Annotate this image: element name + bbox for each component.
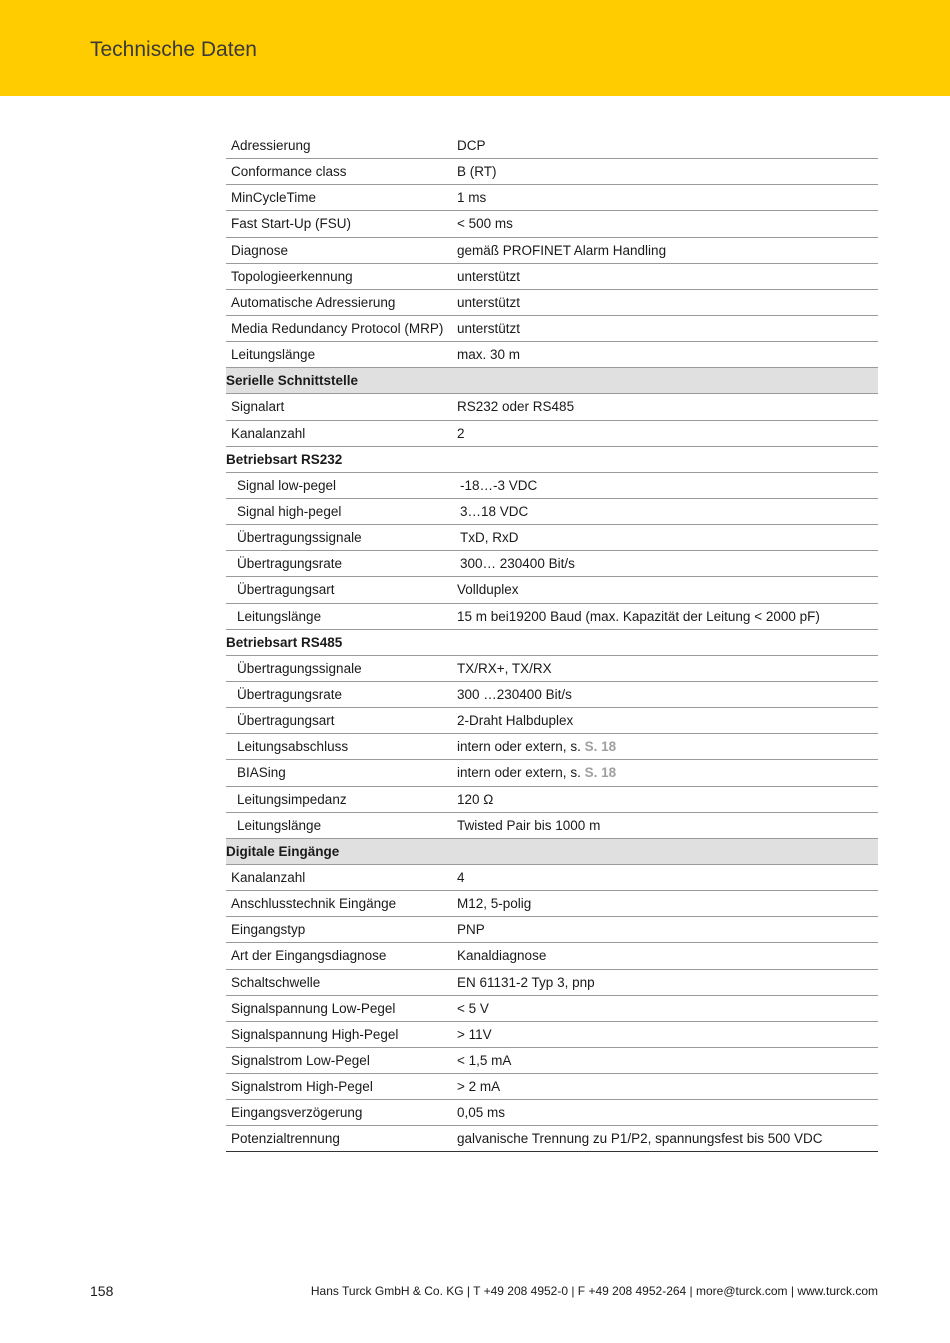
row-value: M12, 5-polig (457, 896, 532, 912)
row-value: 2-Draht Halbduplex (457, 713, 574, 729)
row-label: Anschlusstechnik Eingänge (231, 896, 397, 912)
value-text: intern oder extern, s. (457, 739, 581, 755)
page-reference-link[interactable]: S. 18 (584, 765, 617, 781)
row-label: Art der Eingangsdiagnose (231, 948, 387, 964)
table-row (226, 421, 878, 447)
row-label: Kanalanzahl (231, 425, 306, 441)
row-label: Potenzialtrennung (231, 1131, 340, 1147)
row-value: > 2 mA (457, 1079, 501, 1095)
row-value: EN 61131-2 Typ 3, pnp (457, 974, 595, 990)
table-row (226, 970, 878, 996)
row-label: Übertragungsart (237, 582, 335, 598)
row-label: Übertragungsart (237, 713, 335, 729)
section-title: Digitale Eingänge (226, 843, 340, 859)
row-value: 2 (457, 425, 465, 441)
table-row (226, 264, 878, 290)
header-band (0, 0, 950, 96)
row-label: Adressierung (231, 138, 311, 153)
table-row (226, 185, 878, 211)
row-value: B (RT) (457, 164, 497, 180)
row-label: Leitungslänge (237, 608, 322, 624)
row-value: unterstützt (457, 320, 521, 336)
row-label: Fast Start-Up (FSU) (231, 216, 352, 232)
row-label: Automatische Adressierung (231, 294, 396, 310)
table-row (226, 211, 878, 237)
row-label: Übertragungsrate (237, 686, 343, 702)
row-value: 4 (457, 869, 465, 885)
table-row (226, 551, 878, 577)
row-label: Leitungslänge (237, 817, 322, 833)
table-row (226, 159, 878, 185)
row-value: RS232 oder RS485 (457, 399, 575, 415)
row-label: Übertragungssignale (237, 530, 362, 546)
row-value: gemäß PROFINET Alarm Handling (457, 242, 667, 258)
row-label: Diagnose (231, 242, 289, 258)
table-row (226, 943, 878, 969)
row-value: max. 30 m (457, 347, 521, 363)
section-header-digital-inputs (226, 839, 878, 865)
row-value: unterstützt (457, 268, 521, 284)
table-row (226, 604, 878, 630)
row-label: Signal high-pegel (237, 503, 342, 519)
row-value: Kanaldiagnose (457, 948, 547, 964)
row-value (457, 760, 616, 786)
row-value: 300 …230400 Bit/s (457, 686, 572, 702)
table-row (226, 656, 878, 682)
row-label: Leitungsabschluss (237, 739, 349, 755)
row-label: Übertragungsrate (237, 556, 343, 572)
section-header-serial (226, 368, 878, 394)
table-row (226, 1074, 878, 1100)
table-row (226, 760, 878, 786)
row-value: 1 ms (457, 190, 487, 206)
row-value: 3…18 VDC (460, 503, 529, 519)
row-value: 120 Ω (457, 791, 494, 807)
row-value: TX/RX+, TX/RX (457, 660, 552, 676)
row-value: DCP (457, 138, 486, 153)
subsection-header-rs232 (226, 447, 878, 473)
table-row (226, 865, 878, 891)
table-row (226, 682, 878, 708)
page-title: Technische Daten (90, 38, 257, 61)
row-label: Leitungsimpedanz (237, 791, 347, 807)
page-reference-link[interactable]: S. 18 (584, 739, 617, 755)
footer-contact: Hans Turck GmbH & Co. KG | T +49 208 4952-0 | F +49 208 4952-264 | more@turck.com | www.turck.com (310, 1284, 878, 1298)
table-row (226, 891, 878, 917)
row-label: Eingangsverzögerung (231, 1105, 363, 1121)
table-row (226, 1100, 878, 1126)
value-text: intern oder extern, s. (457, 765, 581, 781)
table-row (226, 708, 878, 734)
row-value: > 11V (457, 1026, 492, 1042)
row-label: Eingangstyp (231, 922, 306, 938)
table-row (226, 473, 878, 499)
row-label: Schaltschwelle (231, 974, 321, 990)
row-value: Twisted Pair bis 1000 m (457, 817, 601, 833)
table-row (226, 813, 878, 839)
subsection-title: Betriebsart RS232 (226, 451, 343, 467)
table-row (226, 1048, 878, 1074)
row-label: Übertragungssignale (237, 660, 362, 676)
table-row (226, 525, 878, 551)
row-label: MinCycleTime (231, 190, 317, 206)
row-value: galvanische Trennung zu P1/P2, spannungsfest bis 500 VDC (457, 1131, 823, 1147)
table-row (226, 1126, 878, 1152)
row-value: 15 m bei19200 Baud (max. Kapazität der Leitung < 2000 pF) (457, 608, 820, 624)
row-value: 0,05 ms (457, 1105, 506, 1121)
row-label: Signal low-pegel (237, 477, 337, 493)
row-label: Topologieerkennung (231, 268, 353, 284)
table-row (226, 577, 878, 603)
row-value (457, 734, 616, 760)
section-title: Serielle Schnittstelle (226, 373, 359, 389)
table-row (226, 499, 878, 525)
row-label: Kanalanzahl (231, 869, 306, 885)
row-label: BIASing (237, 765, 286, 781)
table-row (226, 917, 878, 943)
row-value: -18…-3 VDC (460, 477, 538, 493)
table-row (226, 734, 878, 760)
row-value: Vollduplex (457, 582, 519, 598)
table-row (226, 996, 878, 1022)
subsection-header-rs485 (226, 630, 878, 656)
row-label: Signalspannung High-Pegel (231, 1026, 399, 1042)
table-row (226, 290, 878, 316)
row-label: Signalstrom High-Pegel (231, 1079, 373, 1095)
row-label: Signalstrom Low-Pegel (231, 1052, 370, 1068)
subsection-title: Betriebsart RS485 (226, 634, 343, 650)
table-row (226, 342, 878, 368)
page-number: 158 (90, 1283, 114, 1299)
table-row (226, 238, 878, 264)
row-value: PNP (457, 922, 485, 938)
table-row (226, 316, 878, 342)
table-row (226, 1022, 878, 1048)
row-label: Conformance class (231, 164, 347, 180)
row-label: Media Redundancy Protocol (MRP) (231, 320, 444, 336)
table-row (226, 394, 878, 420)
row-value: < 1,5 mA (457, 1052, 512, 1068)
row-value: TxD, RxD (460, 530, 519, 546)
row-value: unterstützt (457, 294, 521, 310)
row-label: Signalart (231, 399, 285, 415)
row-label: Signalspannung Low-Pegel (231, 1000, 396, 1016)
row-label: Leitungslänge (231, 347, 316, 363)
row-value: 300… 230400 Bit/s (460, 556, 575, 572)
row-value: < 500 ms (457, 216, 513, 232)
row-value: < 5 V (457, 1000, 489, 1016)
table-row (226, 787, 878, 813)
table-row (226, 133, 878, 159)
spec-table (226, 133, 878, 1152)
